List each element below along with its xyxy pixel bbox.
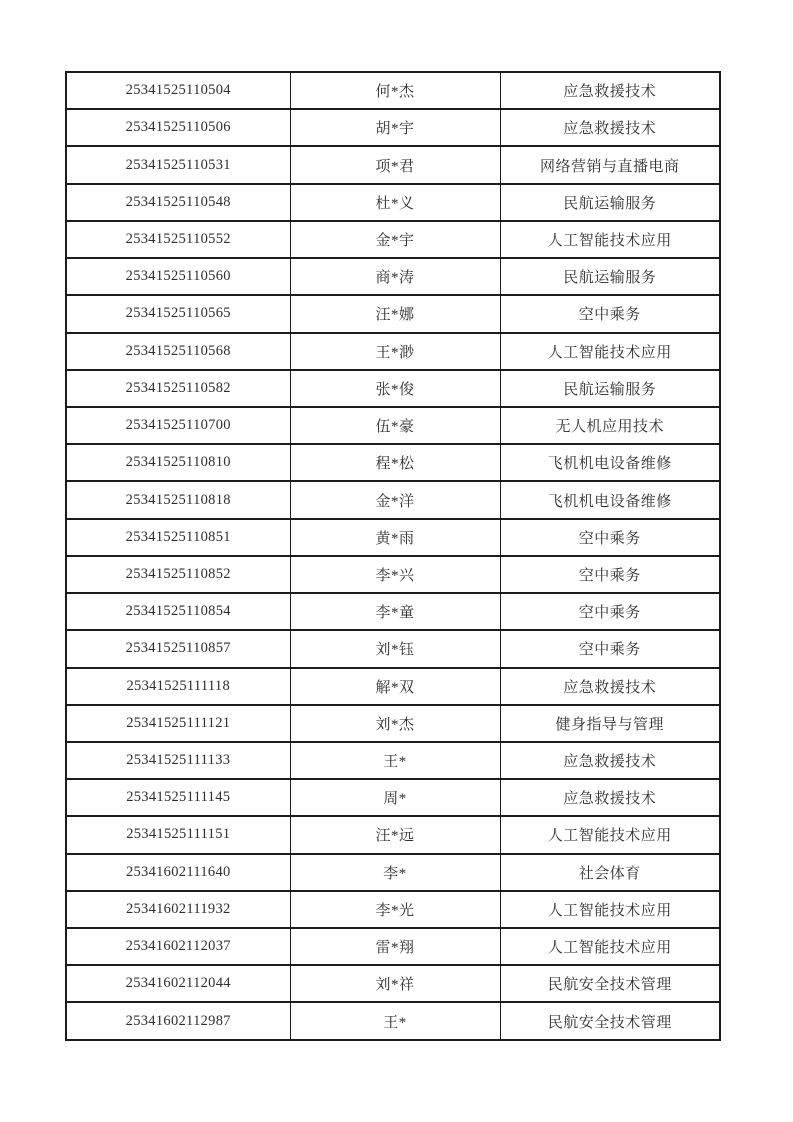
- candidate-id-cell: 25341525111145: [66, 779, 290, 816]
- table-row: [66, 184, 720, 221]
- candidate-id-cell: 25341525110560: [66, 258, 290, 295]
- table-row: [66, 481, 720, 518]
- candidate-id-cell: 25341525110506: [66, 109, 290, 146]
- candidate-id-cell: 25341525110700: [66, 407, 290, 444]
- candidate-id-cell: 25341525110548: [66, 184, 290, 221]
- candidate-name-cell: 汪*娜: [290, 295, 500, 332]
- table-row: [66, 221, 720, 258]
- table-row: [66, 1002, 720, 1040]
- table-row: [66, 519, 720, 556]
- candidate-name-cell: 刘*钰: [290, 630, 500, 667]
- table-row: [66, 109, 720, 146]
- candidate-name-cell: 杜*义: [290, 184, 500, 221]
- candidate-id-cell: 25341602111932: [66, 891, 290, 928]
- candidate-name-cell: 李*童: [290, 593, 500, 630]
- candidate-name-cell: 周*: [290, 779, 500, 816]
- major-cell: 飞机机电设备维修: [500, 444, 720, 481]
- candidate-name-cell: 金*洋: [290, 481, 500, 518]
- major-cell: 人工智能技术应用: [500, 928, 720, 965]
- table-row: [66, 370, 720, 407]
- candidate-name-cell: 王*: [290, 742, 500, 779]
- candidate-name-cell: 刘*祥: [290, 965, 500, 1002]
- major-cell: 应急救援技术: [500, 668, 720, 705]
- major-cell: 应急救援技术: [500, 742, 720, 779]
- candidate-name-cell: 李*兴: [290, 556, 500, 593]
- major-cell: 空中乘务: [500, 295, 720, 332]
- candidate-name-cell: 张*俊: [290, 370, 500, 407]
- major-cell: 飞机机电设备维修: [500, 481, 720, 518]
- candidate-id-cell: 25341525110810: [66, 444, 290, 481]
- candidate-name-cell: 李*光: [290, 891, 500, 928]
- candidate-id-cell: 25341525110818: [66, 481, 290, 518]
- candidate-id-cell: 25341525110852: [66, 556, 290, 593]
- major-cell: 空中乘务: [500, 519, 720, 556]
- candidate-id-cell: 25341525110857: [66, 630, 290, 667]
- candidate-id-cell: 25341525110552: [66, 221, 290, 258]
- major-cell: 空中乘务: [500, 593, 720, 630]
- table-row: [66, 891, 720, 928]
- major-cell: 人工智能技术应用: [500, 891, 720, 928]
- candidate-id-cell: 25341525110531: [66, 146, 290, 183]
- candidate-id-cell: 25341602112987: [66, 1002, 290, 1040]
- major-cell: 民航运输服务: [500, 370, 720, 407]
- candidate-id-cell: 25341602111640: [66, 854, 290, 891]
- major-cell: 人工智能技术应用: [500, 333, 720, 370]
- admission-roster-table: [65, 71, 721, 1041]
- candidate-name-cell: 金*宇: [290, 221, 500, 258]
- table-row: [66, 854, 720, 891]
- candidate-id-cell: 25341525111133: [66, 742, 290, 779]
- table-row: [66, 295, 720, 332]
- table-row: [66, 928, 720, 965]
- table-row: [66, 407, 720, 444]
- major-cell: 应急救援技术: [500, 779, 720, 816]
- candidate-name-cell: 刘*杰: [290, 705, 500, 742]
- major-cell: 空中乘务: [500, 556, 720, 593]
- table-row: [66, 258, 720, 295]
- table-row: [66, 556, 720, 593]
- major-cell: 无人机应用技术: [500, 407, 720, 444]
- major-cell: 人工智能技术应用: [500, 816, 720, 853]
- major-cell: 健身指导与管理: [500, 705, 720, 742]
- roster-table-body: [66, 72, 720, 1040]
- candidate-name-cell: 王*: [290, 1002, 500, 1040]
- major-cell: 应急救援技术: [500, 72, 720, 109]
- candidate-id-cell: 25341525111151: [66, 816, 290, 853]
- table-row: [66, 333, 720, 370]
- major-cell: 民航安全技术管理: [500, 965, 720, 1002]
- major-cell: 民航安全技术管理: [500, 1002, 720, 1040]
- candidate-name-cell: 王*渺: [290, 333, 500, 370]
- table-row: [66, 705, 720, 742]
- candidate-id-cell: 25341525110504: [66, 72, 290, 109]
- major-cell: 社会体育: [500, 854, 720, 891]
- candidate-name-cell: 李*: [290, 854, 500, 891]
- candidate-id-cell: 25341525110568: [66, 333, 290, 370]
- table-row: [66, 146, 720, 183]
- table-row: [66, 630, 720, 667]
- major-cell: 民航运输服务: [500, 258, 720, 295]
- major-cell: 应急救援技术: [500, 109, 720, 146]
- table-row: [66, 593, 720, 630]
- table-row: [66, 816, 720, 853]
- candidate-id-cell: 25341525111118: [66, 668, 290, 705]
- candidate-name-cell: 商*涛: [290, 258, 500, 295]
- table-row: [66, 779, 720, 816]
- major-cell: 民航运输服务: [500, 184, 720, 221]
- candidate-id-cell: 25341602112044: [66, 965, 290, 1002]
- candidate-name-cell: 解*双: [290, 668, 500, 705]
- candidate-id-cell: 25341525110565: [66, 295, 290, 332]
- candidate-name-cell: 伍*豪: [290, 407, 500, 444]
- table-row: [66, 965, 720, 1002]
- major-cell: 空中乘务: [500, 630, 720, 667]
- table-row: [66, 444, 720, 481]
- major-cell: 网络营销与直播电商: [500, 146, 720, 183]
- candidate-id-cell: 25341602112037: [66, 928, 290, 965]
- candidate-id-cell: 25341525110582: [66, 370, 290, 407]
- candidate-id-cell: 25341525111121: [66, 705, 290, 742]
- candidate-name-cell: 汪*远: [290, 816, 500, 853]
- table-row: [66, 742, 720, 779]
- candidate-id-cell: 25341525110854: [66, 593, 290, 630]
- candidate-name-cell: 黄*雨: [290, 519, 500, 556]
- candidate-name-cell: 项*君: [290, 146, 500, 183]
- candidate-name-cell: 胡*宇: [290, 109, 500, 146]
- major-cell: 人工智能技术应用: [500, 221, 720, 258]
- candidate-id-cell: 25341525110851: [66, 519, 290, 556]
- candidate-name-cell: 程*松: [290, 444, 500, 481]
- candidate-name-cell: 何*杰: [290, 72, 500, 109]
- table-row: [66, 72, 720, 109]
- candidate-name-cell: 雷*翔: [290, 928, 500, 965]
- table-row: [66, 668, 720, 705]
